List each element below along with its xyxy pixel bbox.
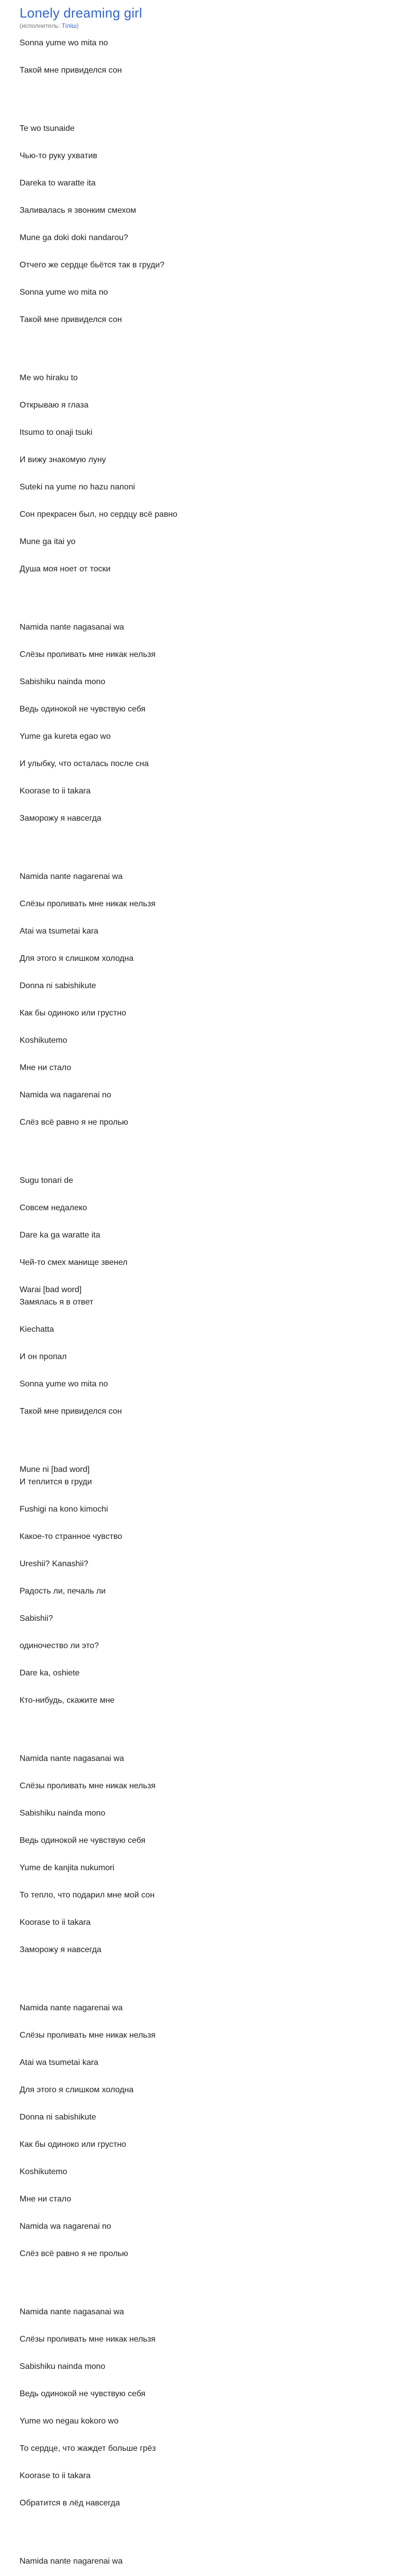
- lyric-line: Слёзы проливать мне никак нельзя: [20, 1782, 156, 1790]
- lyric-line: Donna ni sabishikute: [20, 981, 96, 990]
- lyric-line: Namida nante nagasanai wa: [20, 1754, 124, 1763]
- lyric-line: Такой мне привиделся сон: [20, 66, 122, 75]
- lyric-line: одиночество ли это?: [20, 1641, 99, 1650]
- artist-link[interactable]: Тіліш: [61, 22, 77, 29]
- lyric-line: Sonna yume wo mita no: [20, 1380, 108, 1388]
- lyric-line: Yume ga kureta egao wo: [20, 732, 111, 741]
- lyric-line: Kiechatta: [20, 1325, 54, 1334]
- lyric-line: Sonna yume wo mita no: [20, 39, 108, 47]
- lyric-line: Sabishiku nainda mono: [20, 2362, 106, 2371]
- lyric-line: Открываю я глаза: [20, 401, 89, 410]
- lyric-line: И вижу знакомую луну: [20, 455, 106, 464]
- lyric-line: Мне ни стало: [20, 1063, 72, 1072]
- lyric-line: Namida wa nagarenai no: [20, 2222, 111, 2231]
- lyric-line: Mune ni [bad word]: [20, 1465, 90, 1474]
- lyric-line: Dareka to waratte ita: [20, 179, 96, 188]
- lyric-line: Yume wo negau kokoro wo: [20, 2417, 119, 2426]
- lyric-line: Ведь одинокой не чувствую себя: [20, 1836, 146, 1845]
- stanza-gap: [20, 92, 390, 123]
- lyric-line: И улыбку, что осталась после сна: [20, 759, 149, 768]
- lyric-line: Namida nante nagarenai wa: [20, 2004, 123, 2012]
- lyric-line: Кто-нибудь, скажите мне: [20, 1696, 115, 1705]
- lyric-line: Koorase to ii takara: [20, 787, 91, 795]
- lyric-line: Заморожу я навсегда: [20, 814, 101, 823]
- stanza-gap: [20, 2275, 390, 2306]
- lyric-line: Слёзы проливать мне никак нельзя: [20, 2335, 156, 2344]
- lyric-line: Душа моя ноет от тоски: [20, 565, 111, 573]
- lyric-line: Koshikutemo: [20, 2167, 67, 2176]
- lyric-line: Namida nante nagasanai wa: [20, 623, 124, 632]
- lyric-line: Совсем недалеко: [20, 1204, 88, 1212]
- lyric-line: Ведь одинокой не чувствую себя: [20, 705, 146, 714]
- lyric-line: Какое-то странное чувство: [20, 1532, 123, 1541]
- lyric-line: Itsumo to onaji tsuki: [20, 428, 93, 437]
- lyric-line: Чей-то смех манище звенел: [20, 1258, 128, 1267]
- lyrics-body: [20, 37, 390, 2576]
- stanza-gap: [20, 341, 390, 372]
- lyric-line: Обратится в лёд навсегда: [20, 2499, 120, 2507]
- stanza-gap: [20, 2524, 390, 2555]
- lyric-line: Чью-то руку ухватив: [20, 151, 97, 160]
- lyric-line: Заливалась я звонким смехом: [20, 206, 136, 215]
- stanza-gap: [20, 1722, 390, 1753]
- lyric-line: Sabishiku nainda mono: [20, 677, 106, 686]
- lyric-line: Namida nante nagarenai wa: [20, 872, 123, 881]
- lyric-line: Namida nante nagarenai wa: [20, 2557, 123, 2566]
- lyric-line: Fushigi na kono kimochi: [20, 1505, 108, 1514]
- lyric-line: Для этого я слишком холодна: [20, 954, 134, 963]
- lyric-line: Warai [bad word]: [20, 1285, 82, 1294]
- artist-line: [20, 22, 412, 30]
- lyric-line: Как бы одиноко или грустно: [20, 1009, 126, 1018]
- lyric-line: Слёзы проливать мне никак нельзя: [20, 900, 156, 908]
- lyric-line: Koshikutemo: [20, 1036, 67, 1045]
- lyric-line: Замялась я в ответ: [20, 1298, 94, 1307]
- lyric-line: Koorase to ii takara: [20, 1918, 91, 1927]
- lyric-line: Yume de kanjita nukumori: [20, 1863, 115, 1872]
- lyric-line: Слёзы проливать мне никак нельзя: [20, 650, 156, 659]
- stanza-gap: [20, 1144, 390, 1175]
- stanza-gap: [20, 1971, 390, 2002]
- lyric-line: Sabishiku nainda mono: [20, 1809, 106, 1818]
- lyric-line: То сердце, что жаждет больше грёз: [20, 2444, 156, 2453]
- lyric-line: И теплится в груди: [20, 1478, 92, 1486]
- lyric-line: Donna ni sabishikute: [20, 2113, 96, 2122]
- lyric-line: Namida nante nagasanai wa: [20, 2308, 124, 2316]
- lyric-line: Atai wa tsumetai kara: [20, 927, 98, 936]
- lyric-line: Мне ни стало: [20, 2195, 72, 2204]
- lyric-line: Dare ka, oshiete: [20, 1669, 80, 1677]
- lyric-line: Mune ga doki doki nandarou?: [20, 233, 128, 242]
- lyric-line: Mune ga itai yo: [20, 537, 76, 546]
- lyric-line: Te wo tsunaide: [20, 124, 75, 133]
- lyric-line: Отчего же сердце бьётся так в груди?: [20, 261, 165, 269]
- lyric-line: То тепло, что подарил мне мой сон: [20, 1891, 155, 1900]
- lyric-line: Sonna yume wo mita no: [20, 288, 108, 297]
- song-title: Lonely dreaming girl: [20, 5, 143, 21]
- lyric-line: Слёз всё равно я не пролью: [20, 1118, 128, 1127]
- lyric-line: Слёз всё равно я не пролью: [20, 2249, 128, 2258]
- lyric-line: Слёзы проливать мне никак нельзя: [20, 2031, 156, 2040]
- lyric-line: Ureshii? Kanashii?: [20, 1560, 89, 1568]
- lyric-line: Такой мне привиделся сон: [20, 315, 122, 324]
- lyric-line: Как бы одиноко или грустно: [20, 2140, 126, 2149]
- artist-prefix: (исполнитель:: [20, 22, 62, 29]
- lyric-line: Suteki na yume no hazu nanoni: [20, 483, 135, 492]
- artist-suffix: ): [76, 22, 79, 29]
- lyrics-page: [0, 4, 412, 2576]
- lyric-line: Namida wa nagarenai no: [20, 1091, 111, 1099]
- lyric-line: Ведь одинокой не чувствую себя: [20, 2389, 146, 2398]
- lyric-line: Me wo hiraku to: [20, 374, 78, 382]
- lyric-line: Dare ka ga waratte ita: [20, 1231, 100, 1240]
- lyric-line: Koorase to ii takara: [20, 2471, 91, 2480]
- stanza-gap: [20, 590, 390, 621]
- stanza-gap: [20, 1433, 390, 1464]
- stanza-gap: [20, 840, 390, 871]
- lyric-line: Для этого я слишком холодна: [20, 2086, 134, 2094]
- lyric-line: Сон прекрасен был, но сердцу всё равно: [20, 510, 178, 519]
- lyric-line: Заморожу я навсегда: [20, 1945, 101, 1954]
- lyric-line: Радость ли, печаль ли: [20, 1587, 106, 1596]
- lyric-line: Atai wa tsumetai kara: [20, 2058, 98, 2067]
- lyric-line: Sugu tonari de: [20, 1176, 74, 1185]
- lyric-line: Такой мне привиделся сон: [20, 1407, 122, 1416]
- lyric-line: И он пропал: [20, 1352, 67, 1361]
- lyric-line: Sabishii?: [20, 1614, 53, 1623]
